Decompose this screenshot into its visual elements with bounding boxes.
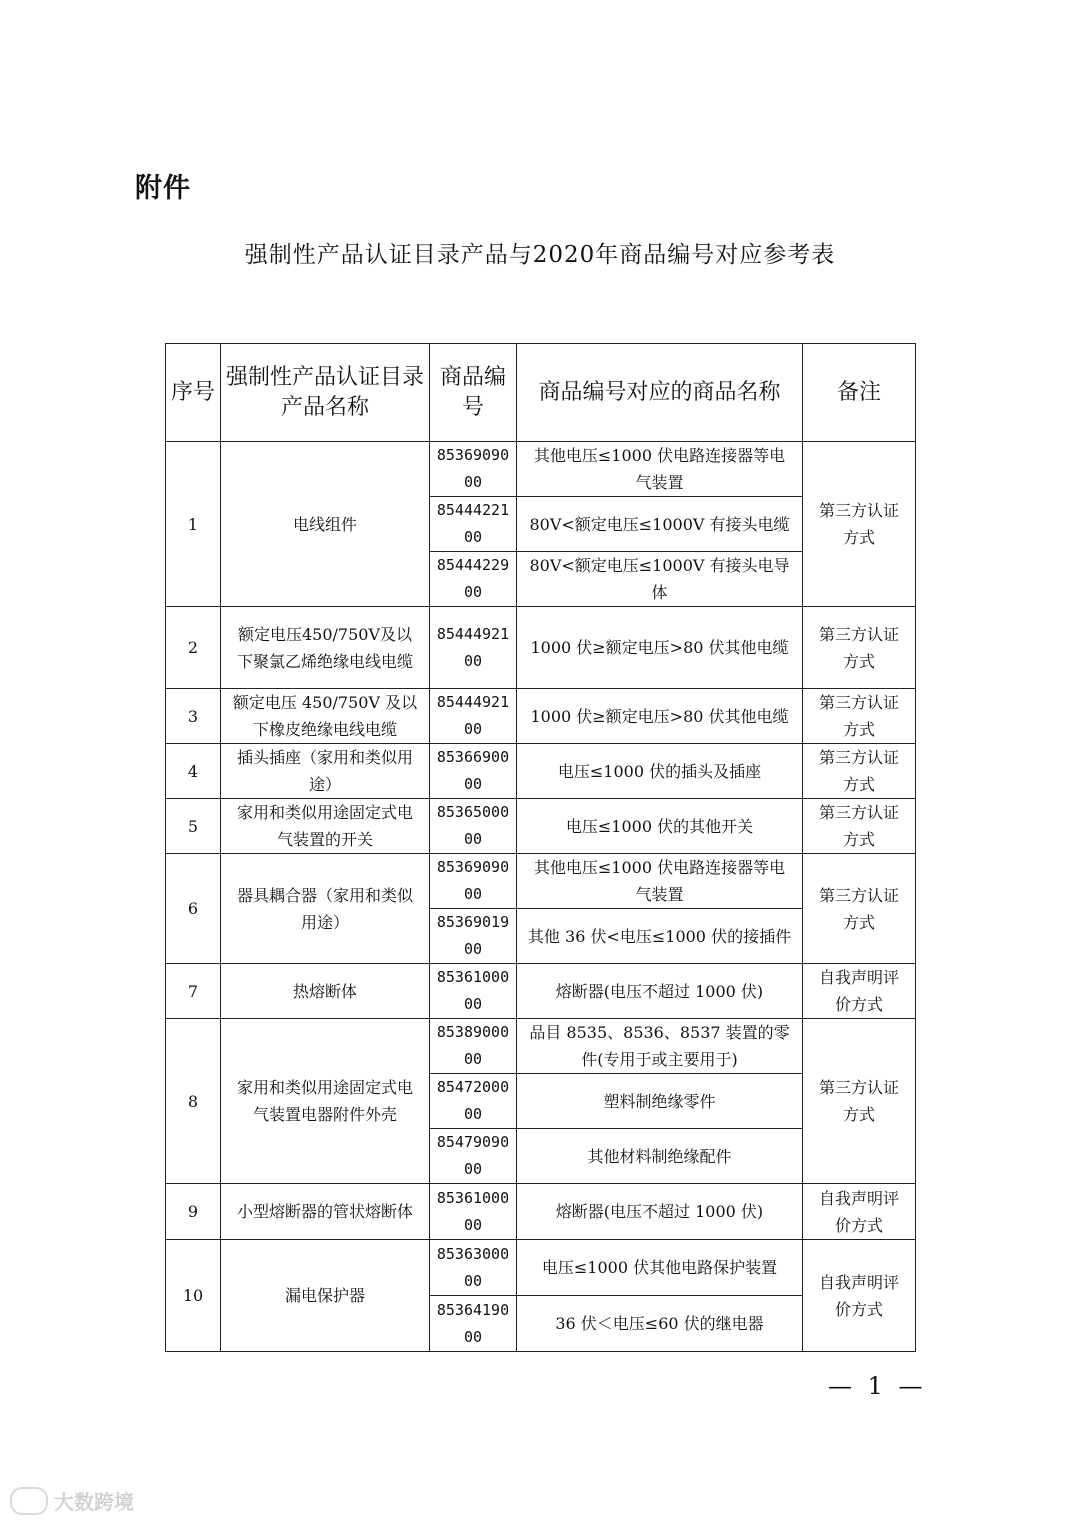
reference-table (165, 343, 916, 1352)
code-cell: 8536690000 (430, 744, 517, 799)
header-remark: 备注 (803, 344, 916, 442)
code-name-cell: 1000 伏≥额定电压>80 伏其他电缆 (517, 689, 803, 744)
code-name-cell: 熔断器(电压不超过 1000 伏) (517, 964, 803, 1019)
remark-cell: 第三方认证方式 (803, 607, 916, 689)
code-name-cell: 其他 36 伏<电压≤1000 伏的接插件 (517, 909, 803, 964)
seq-cell: 10 (166, 1240, 221, 1352)
table-row (166, 607, 916, 689)
code-name-cell: 电压≤1000 伏的插头及插座 (517, 744, 803, 799)
seq-cell: 8 (166, 1019, 221, 1184)
code-cell: 8536901900 (430, 909, 517, 964)
ccc-name-cell: 插头插座（家用和类似用途） (221, 744, 430, 799)
remark-cell: 第三方认证方式 (803, 854, 916, 964)
table-row (166, 799, 916, 854)
document-title: 强制性产品认证目录产品与2020年商品编号对应参考表 (244, 242, 836, 268)
seq-cell: 9 (166, 1184, 221, 1240)
remark-cell: 第三方认证方式 (803, 1019, 916, 1184)
seq-cell: 3 (166, 689, 221, 744)
remark-cell: 第三方认证方式 (803, 744, 916, 799)
remark-cell: 第三方认证方式 (803, 689, 916, 744)
remark-cell: 自我声明评价方式 (803, 1184, 916, 1240)
table-header-row (166, 344, 916, 442)
code-cell: 8536300000 (430, 1240, 517, 1296)
table-row (166, 854, 916, 909)
ccc-name-cell: 额定电压 450/750V 及以下橡皮绝缘电线电缆 (221, 689, 430, 744)
remark-cell: 第三方认证方式 (803, 442, 916, 607)
ccc-name-cell: 电线组件 (221, 442, 430, 607)
code-cell: 8536419000 (430, 1296, 517, 1352)
code-name-cell: 其他电压≤1000 伏电路连接器等电气装置 (517, 854, 803, 909)
header-seq: 序号 (166, 344, 221, 442)
code-name-cell: 其他材料制绝缘配件 (517, 1129, 803, 1184)
seq-cell: 6 (166, 854, 221, 964)
seq-cell: 1 (166, 442, 221, 607)
page-number: — 1 — (828, 1372, 927, 1400)
header-ccc-name: 强制性产品认证目录 产品名称 (221, 344, 430, 442)
code-name-cell: 熔断器(电压不超过 1000 伏) (517, 1184, 803, 1240)
code-name-cell: 1000 伏≥额定电压>80 伏其他电缆 (517, 607, 803, 689)
ccc-name-cell: 家用和类似用途固定式电气装置电器附件外壳 (221, 1019, 430, 1184)
watermark-text: 大数跨境 (54, 1490, 134, 1514)
remark-cell: 第三方认证方式 (803, 799, 916, 854)
code-name-cell: 品目 8535、8536、8537 装置的零件(专用于或主要用于) (517, 1019, 803, 1074)
ccc-name-cell: 额定电压450/750V及以下聚氯乙烯绝缘电线电缆 (221, 607, 430, 689)
ccc-name-cell: 漏电保护器 (221, 1240, 430, 1352)
table-row (166, 744, 916, 799)
code-cell: 8547909000 (430, 1129, 517, 1184)
code-name-cell: 塑料制绝缘零件 (517, 1074, 803, 1129)
table-row (166, 1019, 916, 1074)
attachment-label: 附件 (135, 173, 191, 204)
code-cell: 8536100000 (430, 964, 517, 1019)
code-cell: 8544492100 (430, 689, 517, 744)
code-cell: 8547200000 (430, 1074, 517, 1129)
code-name-cell: 其他电压≤1000 伏电路连接器等电气装置 (517, 442, 803, 497)
table-row (166, 689, 916, 744)
code-name-cell: 80V<额定电压≤1000V 有接头电缆 (517, 497, 803, 552)
code-cell: 8536909000 (430, 442, 517, 497)
code-name-cell: 电压≤1000 伏其他电路保护装置 (517, 1240, 803, 1296)
table-row (166, 1184, 916, 1240)
header-code-name: 商品编号对应的商品名称 (517, 344, 803, 442)
code-name-cell: 80V<额定电压≤1000V 有接头电导体 (517, 552, 803, 607)
code-cell: 8544422900 (430, 552, 517, 607)
watermark-logo-icon (10, 1487, 48, 1515)
remark-cell: 自我声明评价方式 (803, 964, 916, 1019)
code-cell: 8536100000 (430, 1184, 517, 1240)
ccc-name-cell: 热熔断体 (221, 964, 430, 1019)
seq-cell: 7 (166, 964, 221, 1019)
ccc-name-cell: 小型熔断器的管状熔断体 (221, 1184, 430, 1240)
code-cell: 8544492100 (430, 607, 517, 689)
code-name-cell: 电压≤1000 伏的其他开关 (517, 799, 803, 854)
table-row (166, 442, 916, 497)
seq-cell: 5 (166, 799, 221, 854)
table-row (166, 964, 916, 1019)
ccc-name-cell: 器具耦合器（家用和类似用途） (221, 854, 430, 964)
table-row (166, 1240, 916, 1296)
watermark (10, 1486, 134, 1515)
header-code: 商品编号 (430, 344, 517, 442)
code-name-cell: 36 伏＜电压≤60 伏的继电器 (517, 1296, 803, 1352)
seq-cell: 4 (166, 744, 221, 799)
ccc-name-cell: 家用和类似用途固定式电气装置的开关 (221, 799, 430, 854)
code-cell: 8538900000 (430, 1019, 517, 1074)
code-cell: 8536909000 (430, 854, 517, 909)
remark-cell: 自我声明评价方式 (803, 1240, 916, 1352)
seq-cell: 2 (166, 607, 221, 689)
code-cell: 8544422100 (430, 497, 517, 552)
code-cell: 8536500000 (430, 799, 517, 854)
